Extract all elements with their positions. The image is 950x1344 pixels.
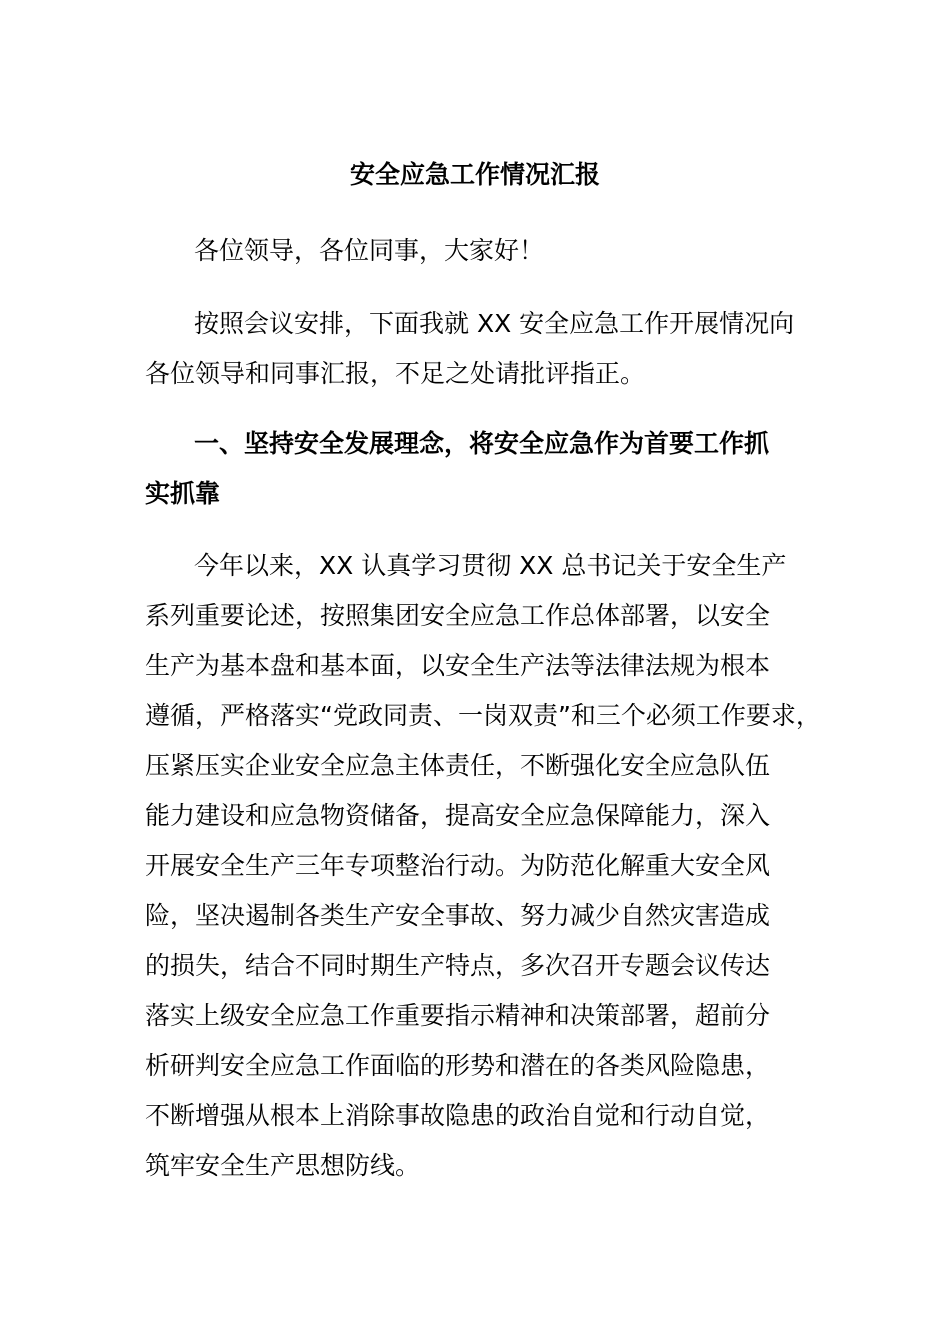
body-line-7: 开展安全生产三年专项整治行动。为防范化解重大安全风 — [145, 851, 771, 880]
document-title: 安全应急工作情况汇报 — [349, 160, 600, 189]
body-line-5: 压紧压实企业安全应急主体责任，不断强化安全应急队伍 — [145, 751, 771, 780]
body-line-2: 系列重要论述，按照集团安全应急工作总体部署，以安全 — [145, 601, 771, 630]
body-line-4: 遵循，严格落实“党政同责、一岗双责”和三个必须工作要求， — [145, 701, 821, 730]
intro-line-2: 各位领导和同事汇报，不足之处请批评指正。 — [145, 359, 646, 388]
section1-heading-line-2: 实抓靠 — [145, 479, 221, 508]
intro-line-1: 按照会议安排，下面我就 XX 安全应急工作开展情况向 — [194, 309, 795, 338]
greeting-line: 各位领导，各位同事，大家好！ — [194, 236, 545, 265]
section1-heading-line-1: 一、坚持安全发展理念，将安全应急作为首要工作抓 — [194, 429, 770, 458]
body-line-8: 险，坚决遏制各类生产安全事故、努力减少自然灾害造成 — [145, 901, 771, 930]
body-line-6: 能力建设和应急物资储备，提高安全应急保障能力，深入 — [145, 801, 771, 830]
body-line-1: 今年以来，XX 认真学习贯彻 XX 总书记关于安全生产 — [194, 551, 787, 580]
body-line-11: 析研判安全应急工作面临的形势和潜在的各类风险隐患， — [145, 1051, 771, 1080]
body-line-10: 落实上级安全应急工作重要指示精神和决策部署，超前分 — [145, 1001, 771, 1030]
body-line-3: 生产为基本盘和基本面，以安全生产法等法律法规为根本 — [145, 651, 771, 680]
body-line-13: 筑牢安全生产思想防线。 — [145, 1151, 421, 1180]
body-line-9: 的损失，结合不同时期生产特点，多次召开专题会议传达 — [145, 951, 771, 980]
body-line-12: 不断增强从根本上消除事故隐患的政治自觉和行动自觉， — [145, 1101, 771, 1130]
